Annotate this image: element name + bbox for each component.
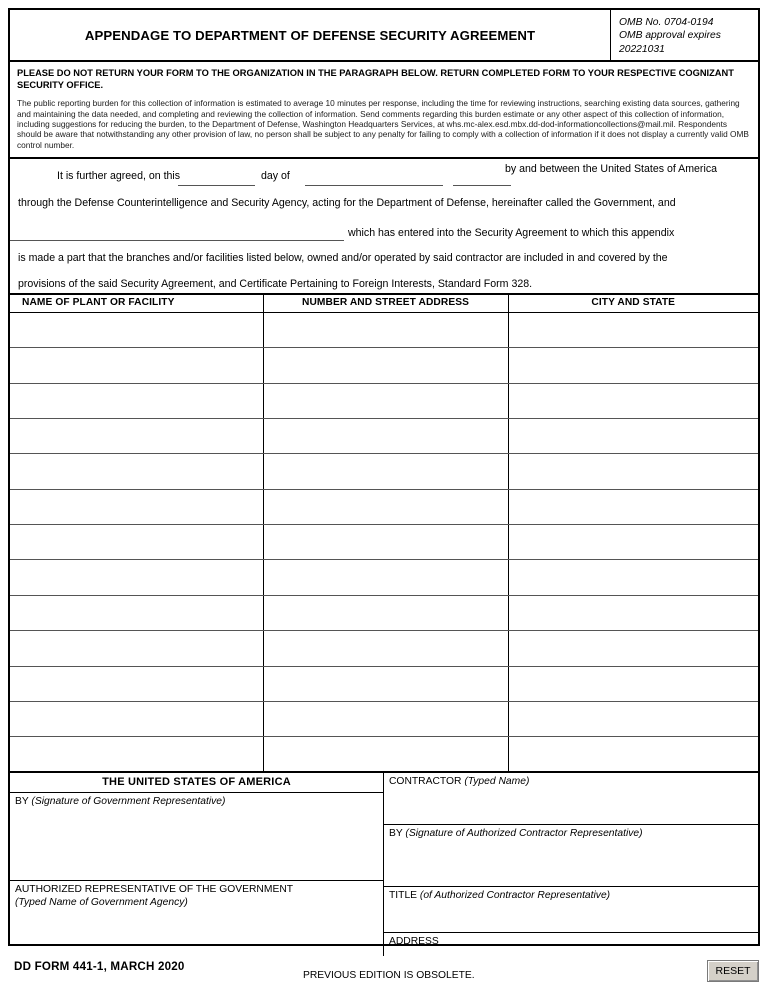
cell-street-address[interactable] xyxy=(263,383,508,418)
ctr-by-hint: (Signature of Authorized Contractor Representative) xyxy=(405,828,643,840)
gov-by-label: BY xyxy=(15,796,32,808)
table-row xyxy=(10,383,758,418)
cell-street-address[interactable] xyxy=(263,525,508,560)
contractor-signature-field[interactable] xyxy=(384,825,758,887)
gov-by-hint: (Signature of Government Representative) xyxy=(31,796,226,808)
cell-city-state[interactable] xyxy=(508,702,758,737)
agreement-line1-part2: day of xyxy=(261,170,290,183)
table-row xyxy=(10,560,758,595)
table-row xyxy=(10,702,758,737)
cell-plant-name[interactable] xyxy=(10,418,263,453)
column-header-plant-name: NAME OF PLANT OR FACILITY xyxy=(10,295,263,312)
table-row xyxy=(10,666,758,701)
table-header-row xyxy=(10,295,758,312)
contractor-signature-column xyxy=(384,773,758,956)
facilities-table xyxy=(10,295,758,773)
agreement-line1-part3: by and between the United States of America xyxy=(505,163,718,176)
cell-city-state[interactable] xyxy=(508,525,758,560)
ctr-by-label: BY xyxy=(389,828,406,840)
previous-edition-note: PREVIOUS EDITION IS OBSOLETE. xyxy=(303,970,475,981)
table-row xyxy=(10,348,758,383)
cell-street-address[interactable] xyxy=(263,595,508,630)
column-header-city-state: CITY AND STATE xyxy=(508,295,758,312)
table-row xyxy=(10,489,758,524)
cell-plant-name[interactable] xyxy=(10,383,263,418)
cell-street-address[interactable] xyxy=(263,312,508,347)
agreement-paragraph xyxy=(10,159,758,295)
cell-plant-name[interactable] xyxy=(10,489,263,524)
cell-plant-name[interactable] xyxy=(10,595,263,630)
cell-city-state[interactable] xyxy=(508,348,758,383)
cell-city-state[interactable] xyxy=(508,418,758,453)
cell-street-address[interactable] xyxy=(263,666,508,701)
agreement-line3: which has entered into the Security Agreement to which this appendix xyxy=(348,227,675,240)
cell-city-state[interactable] xyxy=(508,312,758,347)
cell-city-state[interactable] xyxy=(508,383,758,418)
cell-city-state[interactable] xyxy=(508,595,758,630)
omb-expires-label: OMB approval expires xyxy=(619,30,721,42)
signature-block xyxy=(10,773,758,956)
table-row xyxy=(10,525,758,560)
cell-street-address[interactable] xyxy=(263,348,508,383)
cell-street-address[interactable] xyxy=(263,418,508,453)
cell-city-state[interactable] xyxy=(508,666,758,701)
cell-plant-name[interactable] xyxy=(10,560,263,595)
omb-info-box xyxy=(610,10,758,60)
cell-street-address[interactable] xyxy=(263,489,508,524)
month-input-rule[interactable] xyxy=(305,185,443,186)
cell-city-state[interactable] xyxy=(508,454,758,489)
form-title-cell xyxy=(10,10,610,60)
contractor-label: CONTRACTOR xyxy=(389,776,465,788)
table-row xyxy=(10,595,758,630)
form-id-label: DD FORM 441-1, MARCH 2020 xyxy=(14,960,185,973)
form-outer-frame xyxy=(8,8,760,946)
cell-plant-name[interactable] xyxy=(10,631,263,666)
burden-statement-text: The public reporting burden for this collection of information is estimated to average 10 minutes per response, including the time for reviewing instructions, searching existing data sources, gathering and maintaining the data needed, and completing and reviewing the collection of information. Send comments regarding this burden estimate or any other aspect of this collection of information, including suggestions for reducing the burden, to the Department of Defense, Washington Headquarters Services, at whs.mc-alex.esd.mbx.dd-dod-informationcollections@mail.mil. Respondents should be aware that notwithstanding any other provision of law, no person shall be subject to any penalty for failing to comply with a collection of information if it does not display a currently valid OMB control number. xyxy=(17,98,749,150)
ctr-title-hint: (of Authorized Contractor Representative) xyxy=(419,890,611,902)
contractor-title-field[interactable] xyxy=(384,887,758,933)
agreement-line2: through the Defense Counterintelligence and Security Agency, acting for the Department of Defense, hereinafter called the Government, and xyxy=(18,197,676,210)
agreement-line1-part1: It is further agreed, on this xyxy=(57,170,181,183)
united-states-heading: THE UNITED STATES OF AMERICA xyxy=(10,773,383,793)
government-authorized-rep-field[interactable] xyxy=(10,881,383,956)
cell-street-address[interactable] xyxy=(263,631,508,666)
return-warning-text: PLEASE DO NOT RETURN YOUR FORM TO THE ORGANIZATION IN THE PARAGRAPH BELOW. RETURN COMPLETED FORM TO YOUR RESPECTIVE COGNIZANT SECURITY OFFICE. xyxy=(17,68,734,90)
contractor-hint: (Typed Name) xyxy=(464,776,530,788)
contractor-name-input-rule[interactable] xyxy=(10,240,344,241)
cell-street-address[interactable] xyxy=(263,702,508,737)
government-signature-field[interactable] xyxy=(10,793,383,881)
table-row xyxy=(10,454,758,489)
omb-expires-date: 20221031 xyxy=(619,43,665,55)
cell-plant-name[interactable] xyxy=(10,454,263,489)
form-footer xyxy=(8,952,760,996)
cell-street-address[interactable] xyxy=(263,560,508,595)
cell-plant-name[interactable] xyxy=(10,348,263,383)
year-input-rule[interactable] xyxy=(453,185,511,186)
table-row xyxy=(10,418,758,453)
contractor-name-field[interactable] xyxy=(384,773,758,825)
cell-city-state[interactable] xyxy=(508,560,758,595)
table-row xyxy=(10,312,758,347)
cell-plant-name[interactable] xyxy=(10,666,263,701)
cell-plant-name[interactable] xyxy=(10,525,263,560)
facilities-table-body xyxy=(10,312,758,772)
cell-street-address[interactable] xyxy=(263,737,508,772)
ctr-address-label: ADDRESS xyxy=(389,936,439,948)
cell-city-state[interactable] xyxy=(508,631,758,666)
notice-block xyxy=(10,62,758,159)
government-signature-column xyxy=(10,773,384,956)
cell-plant-name[interactable] xyxy=(10,312,263,347)
reset-button[interactable]: RESET xyxy=(707,960,759,982)
gov-auth-hint: (Typed Name of Government Agency) xyxy=(15,896,188,908)
cell-plant-name[interactable] xyxy=(10,702,263,737)
agreement-line5: provisions of the said Security Agreement, and Certificate Pertaining to Foreign Interests, Standard Form 328. xyxy=(18,278,533,291)
column-header-street-address: NUMBER AND STREET ADDRESS xyxy=(263,295,508,312)
omb-number: OMB No. 0704-0194 xyxy=(619,17,714,29)
cell-city-state[interactable] xyxy=(508,737,758,772)
form-header xyxy=(10,10,758,62)
table-row xyxy=(10,631,758,666)
ctr-title-label: TITLE xyxy=(389,890,420,902)
table-row xyxy=(10,737,758,772)
gov-auth-label: AUTHORIZED REPRESENTATIVE OF THE GOVERNMENT xyxy=(15,884,294,896)
cell-plant-name[interactable] xyxy=(10,737,263,772)
page-title: APPENDAGE TO DEPARTMENT OF DEFENSE SECURITY AGREEMENT xyxy=(84,27,536,43)
cell-city-state[interactable] xyxy=(508,489,758,524)
cell-street-address[interactable] xyxy=(263,454,508,489)
agreement-line4: is made a part that the branches and/or facilities listed below, owned and/or operated by said contractor are included in and covered by the xyxy=(18,252,668,265)
day-input-rule[interactable] xyxy=(178,185,255,186)
